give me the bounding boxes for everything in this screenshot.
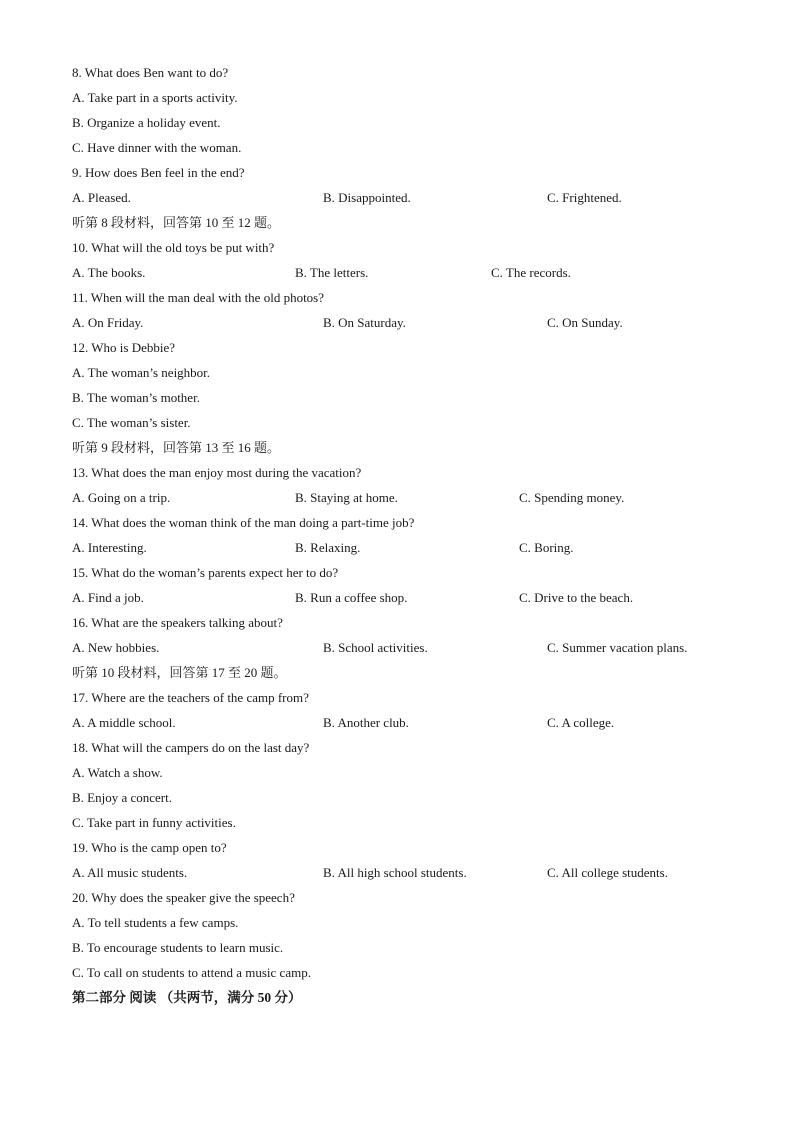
answer-option: A. To tell students a few camps.: [72, 915, 239, 930]
answer-options-row: [72, 587, 722, 609]
answer-option-a: A. On Friday.: [72, 315, 144, 330]
question-text: 15. What do the woman’s parents expect her to do?: [72, 565, 339, 580]
answer-option-c: C. Boring.: [519, 540, 574, 555]
answer-option-a: A. All music students.: [72, 865, 188, 880]
answer-option-b: B. On Saturday.: [323, 315, 406, 330]
answer-option-a: A. Find a job.: [72, 590, 144, 605]
answer-option: C. To call on students to attend a music camp.: [72, 965, 311, 980]
question-text: 14. What does the woman think of the man doing a part-time job?: [72, 515, 415, 530]
answer-option-a: A. A middle school.: [72, 715, 176, 730]
answer-option-c: C. Summer vacation plans.: [547, 640, 688, 655]
answer-option: B. The woman’s mother.: [72, 390, 200, 405]
listening-instruction: 听第 8 段材料，回答第 10 至 12 题。: [72, 215, 281, 230]
answer-option-b: B. School activities.: [323, 640, 428, 655]
question-text: 12. Who is Debbie?: [72, 340, 176, 355]
question-text: 13. What does the man enjoy most during the vacation?: [72, 465, 362, 480]
answer-option-c: C. The records.: [491, 265, 571, 280]
question-text: 19. Who is the camp open to?: [72, 840, 227, 855]
question-text: 20. Why does the speaker give the speech?: [72, 890, 295, 905]
answer-option: C. Have dinner with the woman.: [72, 140, 242, 155]
answer-options-row: [72, 187, 722, 209]
question-text: 11. When will the man deal with the old photos?: [72, 290, 325, 305]
question-text: 16. What are the speakers talking about?: [72, 615, 283, 630]
answer-option-b: B. Relaxing.: [295, 540, 361, 555]
answer-option-c: C. Drive to the beach.: [519, 590, 634, 605]
answer-option: B. To encourage students to learn music.: [72, 940, 284, 955]
answer-option: B. Organize a holiday event.: [72, 115, 221, 130]
answer-option-a: A. The books.: [72, 265, 146, 280]
section-heading: 第二部分 阅读 （共两节，满分 50 分）: [72, 990, 302, 1005]
question-text: 10. What will the old toys be put with?: [72, 240, 275, 255]
listening-instruction: 听第 9 段材料，回答第 13 至 16 题。: [72, 440, 281, 455]
answer-options-row: [72, 312, 722, 334]
answer-option-b: B. The letters.: [295, 265, 369, 280]
answer-option-c: C. Frightened.: [547, 190, 622, 205]
answer-option-a: A. Going on a trip.: [72, 490, 171, 505]
answer-option-a: A. Interesting.: [72, 540, 147, 555]
answer-options-row: [72, 537, 722, 559]
answer-option: A. Take part in a sports activity.: [72, 90, 238, 105]
answer-option-a: A. New hobbies.: [72, 640, 160, 655]
answer-options-row: [72, 712, 722, 734]
answer-options-row: [72, 487, 722, 509]
answer-options-row: [72, 862, 722, 884]
answer-option-c: C. On Sunday.: [547, 315, 623, 330]
answer-option-c: C. All college students.: [547, 865, 668, 880]
question-text: 17. Where are the teachers of the camp from?: [72, 690, 309, 705]
answer-option-c: C. A college.: [547, 715, 615, 730]
answer-option: C. Take part in funny activities.: [72, 815, 236, 830]
question-text: 8. What does Ben want to do?: [72, 65, 229, 80]
answer-option: B. Enjoy a concert.: [72, 790, 172, 805]
answer-option-c: C. Spending money.: [519, 490, 625, 505]
answer-option-b: B. All high school students.: [323, 865, 467, 880]
answer-options-row: [72, 262, 722, 284]
answer-option: A. Watch a show.: [72, 765, 163, 780]
listening-instruction: 听第 10 段材料，回答第 17 至 20 题。: [72, 665, 287, 680]
answer-option-b: B. Run a coffee shop.: [295, 590, 408, 605]
answer-option-a: A. Pleased.: [72, 190, 131, 205]
answer-option-b: B. Staying at home.: [295, 490, 398, 505]
answer-option: A. The woman’s neighbor.: [72, 365, 211, 380]
question-text: 18. What will the campers do on the last day?: [72, 740, 310, 755]
answer-option-b: B. Disappointed.: [323, 190, 411, 205]
question-text: 9. How does Ben feel in the end?: [72, 165, 245, 180]
answer-option-b: B. Another club.: [323, 715, 409, 730]
answer-option: C. The woman’s sister.: [72, 415, 191, 430]
answer-options-row: [72, 637, 722, 659]
